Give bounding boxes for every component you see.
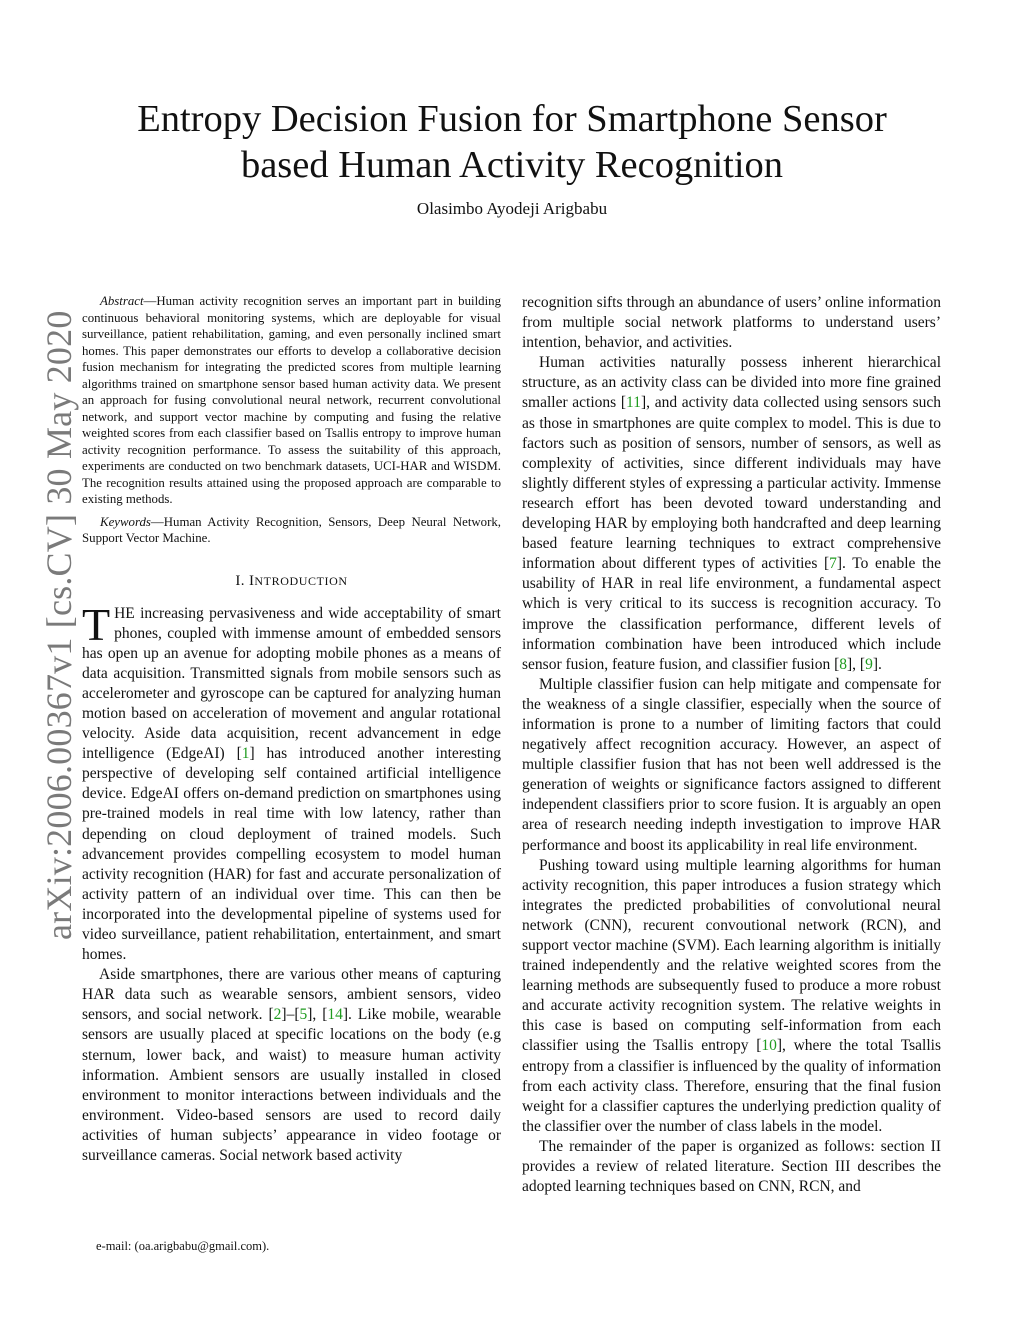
footnote-email: e-mail: (oa.arigbabu@gmail.com). [96, 1239, 270, 1253]
author-name: Olasimbo Ayodeji Arigbabu [416, 199, 608, 218]
intro-paragraph-1 [82, 598, 501, 966]
right-paragraph-0: recognition sifts through an abundance of users’ online information from multiple social network platforms to understand users’ intention, behavior, and activities. [522, 294, 941, 352]
citation-link[interactable]: 11 [626, 394, 641, 412]
arxiv-side-label: arXiv:2006.00367v1 [cs.CV] 30 May 2020 [39, 310, 79, 940]
right-p1-b: ], and activity data collected using sensors such as those in smartphones are quite complex to model. This is due to factors such as position of sensors, number of sensors, as well as complexity of activities, since different individuals may have slightly different styles of expressing a particular activity. Immense research effort has been devoted toward understanding and developing HAR by employing both handcrafted and deep learning based feature learning techniques to extract comprehensive information about different types of activities [ [522, 394, 941, 573]
citation-link[interactable]: 5 [299, 1006, 308, 1024]
intro-p2-c: ], [ [307, 1006, 328, 1024]
abstract-text: —Human activity recognition serves an important part in building continuous behavioral monitoring systems, which are deployable for visual surveillance, patient rehabilitation, gaming, and even personally inclined smart homes. This paper demonstrates our efforts to develop a collaborative decision fusion mechanism for integrating the predicted scores from multiple learning algorithms trained on smartphone sensor based human activity data. We present an approach for fusing convolutional neural network, recurrent convolutional network, and support vector machine by computing and fusing the relative weighted scores from each classifier based on Tsallis entropy to improve human activity recognition performance. To assess the suitability of this approach, experiments are conducted on two benchmark datasets, UCI-HAR and WISDM. The recognition results attained using the proposed approach are comparable to existing methods. [82, 294, 501, 506]
right-p3-b: ], where the total Tsallis entropy from a classifier is influenced by the quality of information from each activity class. Therefore, ensuring that the final fusion weight for a classifier captures the underlying prediction quality of the classifier over the number of class labels in the model. [522, 1037, 941, 1135]
right-p1-a: Human activities naturally possess inherent hierarchical structure, as an activity class can be divided into more fine grained smaller actions [ [522, 354, 941, 412]
citation-link[interactable]: 10 [761, 1037, 777, 1055]
right-paragraph-2: Multiple classifier fusion can help mitigate and compensate for the weakness of a single classifier, especially when the source of information is prone to a number of limiting factors that could negatively affect recognition accuracy. However, an aspect of multiple classifier fusion that has not been well addressed is the generation of weights or significance factors assigned to different independent classifiers prior to score fusion. It is arguably an open area of research needing indepth investigation to improve HAR performance and boost its applicability in real life environment. [522, 675, 941, 854]
keywords-label: Keywords [100, 514, 151, 529]
citation-link[interactable]: 7 [829, 555, 837, 573]
paper-title [80, 96, 944, 188]
right-paragraph-1 [522, 353, 941, 675]
drop-cap: T [82, 598, 111, 650]
citation-link[interactable]: 2 [273, 1006, 282, 1024]
keywords [82, 514, 501, 547]
abstract-label: Abstract [100, 294, 144, 308]
intro-p1-tail: ] has introduced another interesting perspective of developing self contained artificial intelligence device. EdgeAI offers on-demand prediction on smartphones using pre-trained models in real time with low latency, rather than depending on cloud deployment of trained models. Such advancement provides compelling ecosystem to model human activity recognition (HAR) for fast and accurate personalization of activity pattern of an individual over time. This can then be incorporated into the developmental pipeline of systems used for video surveillance, patient rehabilitation, entertainment, and smart homes. [82, 745, 501, 964]
citation-link[interactable]: 14 [327, 1006, 343, 1024]
intro-p2-d: ]. Like mobile, wearable sensors are usually placed at specific locations on the body (e.g sternum, lower back, and waist) to measure human activity information. Ambient sensors are usually installed in closed environment to monitor interactions between individuals and the environment. Video-based sensors are used to record daily activities of human subjects’ appearance in video footage or surveillance cameras. Social network based activity [82, 1006, 502, 1165]
section-heading-introduction [82, 573, 501, 590]
left-column [82, 293, 501, 1166]
section-numeral: I. I [235, 572, 255, 589]
intro-p2-b: ]–[ [281, 1006, 300, 1024]
right-paragraph-3 [522, 856, 941, 1137]
right-p1-c: ]. To enable the usability of HAR in real life environment, a fundamental aspect which is very critical to its success is recognition accuracy. To improve the classification performance, different levels of information combination have been introduced which include sensor fusion, feature fusion, and classifier fusion [ [522, 555, 941, 673]
right-p1-d: ], [ [847, 655, 866, 673]
intro-p1-text: HE increasing pervasiveness and wide acceptability of smart phones, coupled with immense amount of embedded sensors has open up an avenue for adopting mobile phones as a means of data acquisition. Transmitted signals from mobile sensors such as accelerometer and gyroscope can be captured for analyzing human motion based on acceleration of movement and angular rotational velocity. Aside data acquisition, recent advancement in edge intelligence (EdgeAI) [ [82, 604, 501, 763]
right-column [522, 293, 941, 1197]
citation-link[interactable]: 1 [241, 745, 250, 763]
keywords-text: —Human Activity Recognition, Sensors, Deep Neural Network, Support Vector Machine. [82, 514, 501, 545]
right-p1-e: ]. [872, 655, 882, 673]
title-line-1: Entropy Decision Fusion for Smartphone Sensor [137, 98, 887, 140]
intro-p2-a: Aside smartphones, there are various other means of capturing HAR data such as wearable sensors, ambient sensors, video sensors, and social network. [ [82, 966, 501, 1024]
citation-link[interactable]: 9 [865, 655, 873, 673]
abstract [82, 293, 501, 508]
title-line-2: based Human Activity Recognition [240, 144, 784, 186]
right-paragraph-4: The remainder of the paper is organized as follows: section II provides a review of related literature. Section III describes the adopted learning techniques based on CNN, RCN, and [522, 1137, 941, 1196]
intro-paragraph-2 [82, 965, 501, 1166]
citation-link[interactable]: 8 [839, 655, 847, 673]
right-p3-a: Pushing toward using multiple learning algorithms for human activity recognition, this paper introduces a fusion strategy which integrates the predicted probabilities of convolutional neural network (CNN), recurent convoutional network (RCN), and support vector machine (SVM). Each learning algorithm is initially trained independently and the relative weighted scores from the learning methods are subsequently fused to produce a more robust and accurate activity recognition system. The relative weights in this case is based on computing self-information from each classifier using the Tsallis entropy [ [522, 856, 941, 1055]
section-title-rest: NTRODUCTION [254, 573, 348, 588]
